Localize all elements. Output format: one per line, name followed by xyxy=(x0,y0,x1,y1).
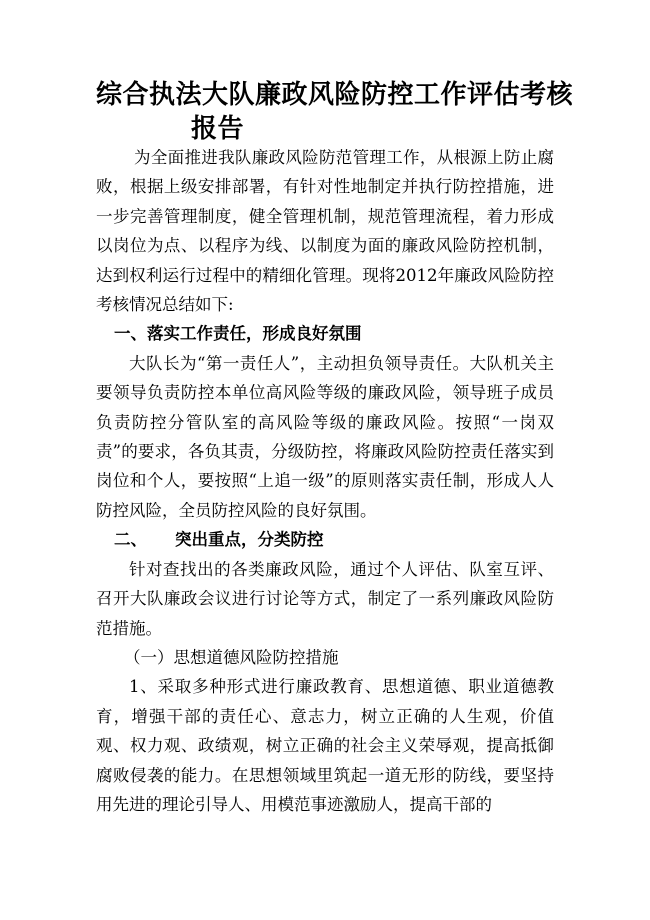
section-2-number: 二、 xyxy=(114,530,147,550)
section-2-heading xyxy=(96,525,554,554)
section-2-paragraph: 针对查找出的各类廉政风险，通过个人评估、队室互评、召开大队廉政会议进行讨论等方式，制定了一系列廉政风险防范措施。 xyxy=(96,559,554,638)
document-title xyxy=(96,78,574,146)
section-1-heading: 一、落实工作责任，形成良好氛围 xyxy=(114,324,362,344)
section-1-paragraph: 大队长为“第一责任人”，主动担负领导责任。大队机关主要领导负责防控本单位高风险等级的廉政风险，领导班子成员负责防控分管队室的高风险等级的廉政风险。按照“一岗双责”的要求，各负其责，分级防控，将廉政风险防控责任落实到岗位和个人，要按照“上追一级”的原则落实责任制，形成人人防控风险，全员防控风险的良好氛围。 xyxy=(96,353,554,520)
title-line-2: 报告 xyxy=(191,114,245,144)
section-2-heading-text: 突出重点，分类防控 xyxy=(175,530,324,550)
document-body xyxy=(96,143,554,819)
title-line-1: 综合执法大队廉政风险防控工作评估考核 xyxy=(96,80,574,110)
subsection-1-heading: （一）思想道德风险防控措施 xyxy=(124,647,339,667)
intro-paragraph: 为全面推进我队廉政风险防范管理工作，从根源上防止腐败，根据上级安排部署，有针对性地制定并执行防控措施，进一步完善管理制度，健全管理机制，规范管理流程，着力形成以岗位为点、以程序为线、以制度为面的廉政风险防控机制，达到权利运行过程中的精细化管理。现将2012年廉政风险防控考核情况总结如下: xyxy=(96,148,554,315)
subsection-1-item-1: 1、采取多种形式进行廉政教育、思想道德、职业道德教育，增强干部的责任心、意志力，树立正确的人生观，价值观、权力观、政绩观，树立正确的社会主义荣辱观，提高抵御腐败侵袭的能力。在思想领域里筑起一道无形的防线，要坚持用先进的理论引导人、用模范事迹激励人，提高干部的 xyxy=(96,677,554,814)
